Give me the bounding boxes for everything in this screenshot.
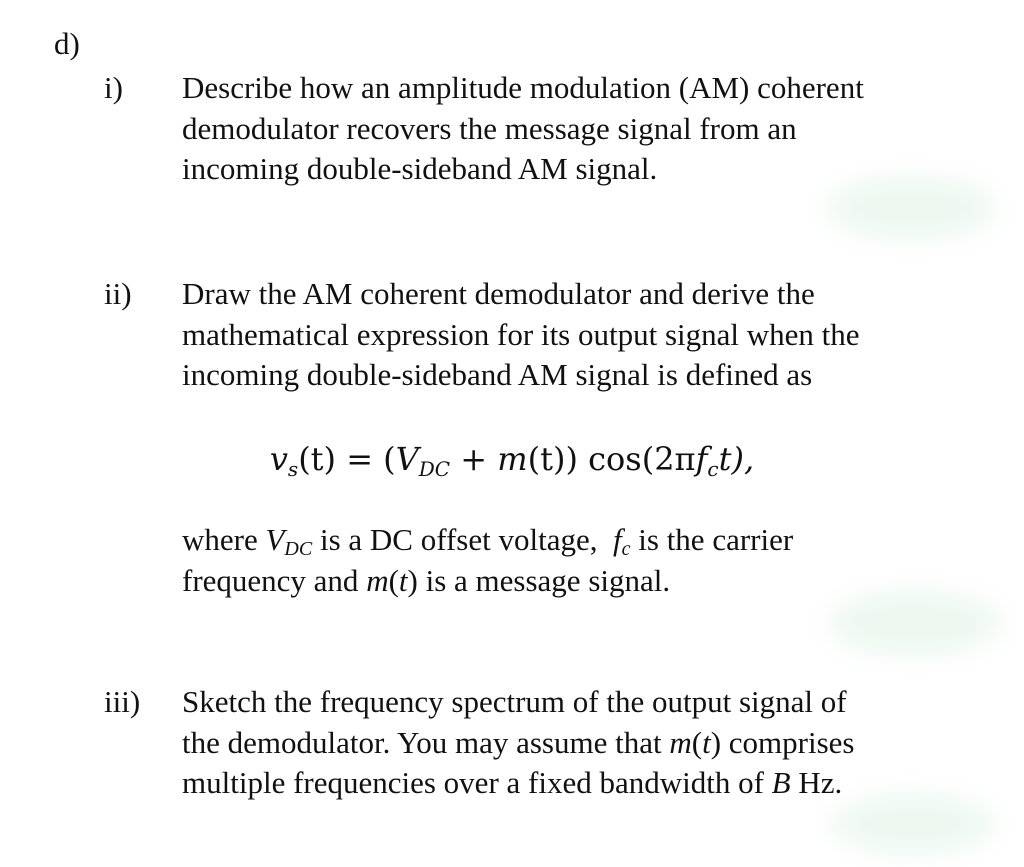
text-run: is the carrier	[630, 522, 794, 557]
text-run: multiple frequencies over a fixed bandwidth of	[182, 765, 772, 800]
signal-equation	[0, 438, 1024, 480]
text-line: Sketch the frequency spectrum of the output signal of	[182, 684, 847, 719]
text-run: Hz.	[790, 765, 843, 800]
text-line	[182, 763, 982, 804]
symbol-m: m	[366, 562, 389, 598]
text-run: (	[388, 562, 399, 598]
equation-subscript: s	[287, 457, 299, 481]
text-line: Draw the AM coherent demodulator and derive the	[182, 276, 815, 311]
text-run: where	[182, 522, 266, 557]
symbol-t: t	[702, 724, 711, 760]
item-text	[182, 682, 982, 804]
text-line	[182, 520, 982, 561]
text-run: )	[710, 724, 722, 760]
text-line	[182, 561, 982, 602]
symbol-t: t	[398, 562, 408, 598]
text-run: is a message signal.	[417, 562, 671, 598]
text-run: is a DC offset voltage,	[312, 522, 613, 557]
equation-text: (t) = (	[298, 440, 396, 478]
text-line: Describe how an amplitude modulation (AM) coherent	[182, 70, 864, 105]
equation-subscript: c	[707, 457, 719, 481]
text-line: mathematical expression for its output signal when the	[182, 316, 860, 352]
symbol-subscript: c	[621, 538, 631, 560]
text-line	[182, 723, 982, 764]
text-line: demodulator recovers the message signal from an	[182, 110, 797, 146]
symbol-subscript: DC	[284, 538, 313, 560]
equation-symbol: v	[269, 440, 288, 478]
symbol-f: f	[613, 522, 622, 557]
text-run: frequency and	[182, 562, 367, 598]
text-run: comprises	[721, 724, 855, 760]
symbol-m: m	[669, 724, 692, 760]
text-line: incoming double-sideband AM signal is defined as	[182, 357, 813, 392]
equation-text: (t)) cos(2π	[527, 440, 696, 478]
text-run: (	[691, 724, 703, 760]
text-run: )	[407, 562, 418, 598]
equation-text: t),	[718, 440, 755, 478]
item-text	[182, 274, 982, 396]
equation-symbol: m	[497, 440, 528, 478]
symbol-b: B	[771, 765, 791, 800]
part-label: d)	[54, 26, 80, 61]
symbol-v: V	[265, 522, 285, 557]
equation-subscript: DC	[418, 457, 451, 481]
item-numeral: ii)	[104, 276, 132, 311]
equation-text: +	[450, 440, 498, 478]
item-numeral: i)	[104, 70, 123, 105]
item-text	[182, 68, 982, 190]
text-run: the demodulator. You may assume that	[182, 724, 670, 760]
text-line: incoming double-sideband AM signal.	[182, 151, 658, 186]
equation-symbol: f	[695, 440, 708, 478]
item-numeral: iii)	[104, 684, 141, 719]
equation-symbol: V	[395, 440, 419, 478]
where-clause	[182, 520, 982, 601]
